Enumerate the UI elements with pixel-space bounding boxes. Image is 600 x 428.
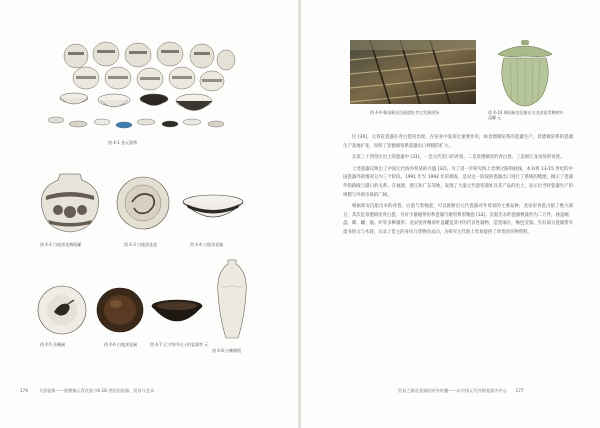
figure-4-4-photo bbox=[180, 192, 246, 228]
figure-4-8-photo bbox=[212, 258, 252, 342]
figure-4-2-caption: 图 4-2 白地黑花梅瓶罐 bbox=[40, 242, 82, 247]
left-page bbox=[0, 0, 299, 428]
figure-4-6-photo bbox=[94, 282, 146, 338]
figure-4-5-photo bbox=[34, 282, 90, 338]
paragraph: 上述瓷器反映出了中国元代海外贸易的兴盛 [32]。为了进一步研究海上丝绸之路的航线，本书将 13-15 世纪的中国瓷器外销情况分为三个阶段。1991 年至 1992 年的调查，是对这一阶段的瓷器出口进行了系统的梳理，揭示了瓷器外销路线与港口的关系。在福建、浙江和广东等地，发现了大量元代瓷窑遗址及其产品的出土，显示出当时瓷器生产的规模与外销市场的广阔。 bbox=[343, 166, 573, 198]
figure-4-7-photo bbox=[150, 296, 204, 334]
left-running-head: 大国瓷都——景德镇元青花瓷与6-18 世纪的瓷器、贸易与艺术 bbox=[38, 388, 155, 393]
left-footer bbox=[20, 388, 154, 394]
left-page-number: 176 bbox=[20, 388, 28, 393]
figure-4-6-caption: 图 4-6 白地黑花碗 bbox=[104, 342, 138, 347]
figure-4-2-photo bbox=[32, 168, 108, 238]
figure-4-8-caption: 图 4-8 白釉梅瓶 bbox=[212, 348, 242, 353]
figure-4-3-caption: 图 4-3 白地黑花盆 bbox=[124, 242, 158, 247]
figure-4-9-caption: 图 4-9 韩国新安沉船遗址考古发掘现场 bbox=[370, 110, 440, 115]
right-running-head: 贸易之路及瓷器的对外传播——以中国元代外销瓷器为中心 bbox=[398, 388, 507, 393]
figure-4-10-caption: 图 4-10 韩国新安沉船出水龙泉窑青釉荷叶盖罐 元 bbox=[488, 110, 564, 120]
figure-4-9-photo bbox=[350, 40, 476, 104]
paragraph: 根据新安沉船出水的青瓷、白瓷与黑釉瓷，可以推断出元代瓷器对外贸易的主要品种，龙泉窑青瓷占据了绝大部分，其次是景德镇窑青白瓷，另有少量磁州窑系瓷器与建窑系黑釉瓷 [33]。沉船出水的瓷器数量约为二万件，涵盖碗、盘、碟、罐、瓶、炉等多种器形。龙泉窑青釉荷叶盖罐是其中的代表性器物，造型端庄，釉色莹润。另有部分瓷器带有墨书铭文与木简，记录了货主的身份与货物的去向，为研究元代海上贸易提供了珍贵的实物资料。 bbox=[343, 204, 573, 235]
right-page-number: 177 bbox=[515, 388, 524, 393]
figure-4-1-caption: 图 4-1 金元器物 bbox=[108, 140, 138, 145]
figure-4-7-caption: 图 4-7 辽宁绥中出土的瓷器等 元 bbox=[150, 342, 209, 347]
right-footer bbox=[398, 388, 524, 394]
right-body-text bbox=[343, 134, 573, 241]
figure-4-4-caption: 图 4-4 白地黑花碗 bbox=[190, 242, 224, 247]
paragraph: 区 [30]，元青花瓷器在青白瓷窑出现，在窑业中发挥过重要作用，如景德镇窑系的瓷器生产、景德镇窑系的瓷器生产基地扩张，说明了景德镇窑系瓷器出口规模的扩大。 bbox=[343, 135, 573, 149]
figure-4-10-photo bbox=[490, 36, 560, 110]
paragraph: 在第三十四窑区出土的瓷器中 [31]，一是元代窑口的青瓷、二是景德镇窑的青白瓷、三是浙江龙泉窑的青瓷。 bbox=[352, 155, 565, 161]
figure-4-5-caption: 图 4-5 黑釉碗 bbox=[40, 342, 66, 347]
figure-4-3-photo bbox=[112, 172, 174, 234]
figure-4-1-photo bbox=[34, 36, 236, 136]
